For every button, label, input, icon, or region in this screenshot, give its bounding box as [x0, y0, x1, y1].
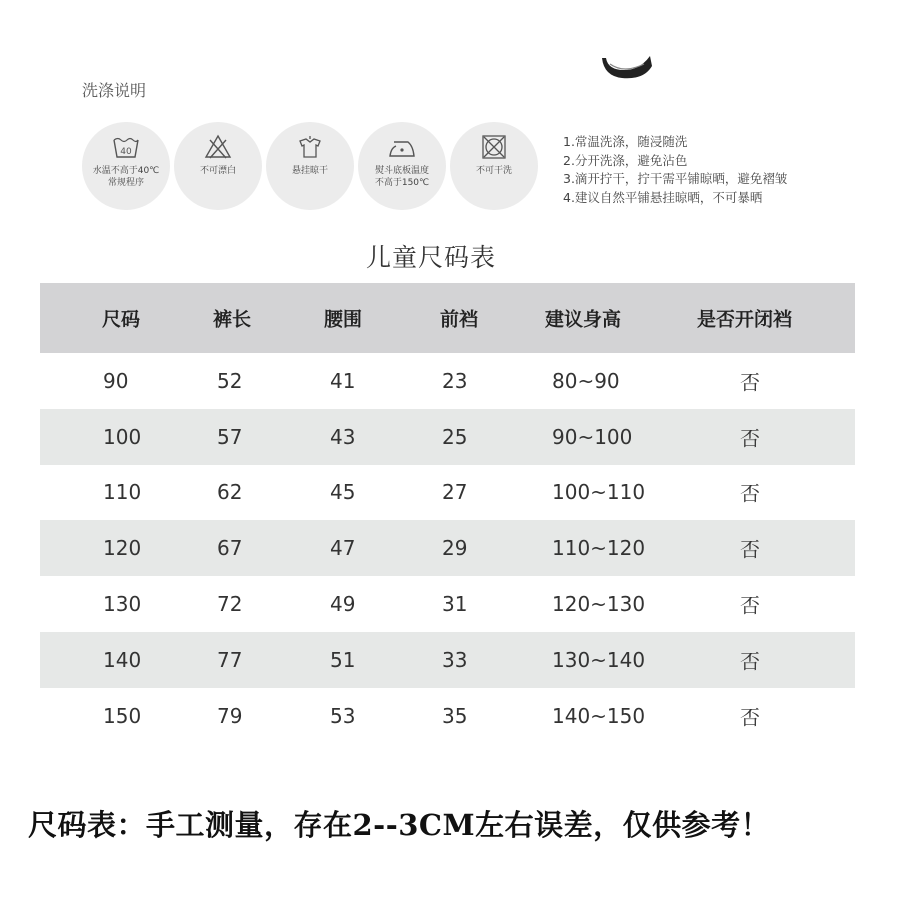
care-item-hang-dry-label: 悬挂晾干 — [291, 166, 328, 176]
table-row — [40, 409, 855, 465]
header-waist: 腰围 — [324, 308, 363, 331]
care-item-wash — [82, 122, 170, 210]
cell-size: 110 — [103, 480, 142, 505]
header-crotch-type: 是否开闭裆 — [697, 308, 793, 331]
header-length: 裤长 — [213, 308, 252, 331]
table-row — [40, 688, 855, 744]
cell-crotch-type: 否 — [740, 481, 760, 506]
iron-low-icon — [388, 134, 416, 160]
cell-waist: 53 — [330, 703, 356, 728]
measurement-disclaimer: 尺码表：手工测量，存在2--3CM左右误差，仅供参考！ — [28, 808, 771, 842]
cell-length: 67 — [217, 536, 243, 561]
table-row — [40, 353, 855, 409]
cell-crotch-type: 否 — [740, 705, 760, 730]
cell-height: 110~120 — [552, 536, 646, 561]
table-row — [40, 576, 855, 632]
cell-front-rise: 35 — [442, 703, 468, 728]
wash-temperature-badge: 40 — [120, 147, 132, 157]
care-item-wash-label-1: 水温不高于40℃ — [92, 166, 160, 176]
header-height: 建议身高 — [545, 308, 622, 331]
care-note: 3.滴开拧干，拧干需平铺晾晒，避免褶皱 — [563, 171, 788, 186]
care-note: 2.分开洗涤，避免沾色 — [563, 152, 688, 168]
cell-size: 100 — [103, 424, 142, 449]
cell-crotch-type: 否 — [740, 537, 760, 562]
cell-length: 72 — [217, 592, 243, 617]
care-notes-list — [563, 133, 787, 207]
hang-dry-icon — [296, 134, 324, 160]
cell-size: 130 — [103, 592, 142, 617]
table-row — [40, 520, 855, 576]
size-chart-table — [40, 283, 855, 744]
cell-height: 100~110 — [552, 480, 646, 505]
cell-size: 150 — [103, 703, 142, 728]
cell-waist: 47 — [330, 536, 356, 561]
size-chart-title: 儿童尺码表 — [365, 243, 496, 272]
care-item-hang-dry — [266, 122, 354, 210]
cell-crotch-type: 否 — [740, 370, 760, 395]
care-item-dry-clean-label: 不可干洗 — [475, 166, 512, 176]
size-table-header — [40, 283, 855, 353]
care-item-iron-label-2: 不高于150℃ — [374, 178, 430, 188]
cell-length: 77 — [217, 647, 243, 672]
cell-front-rise: 31 — [442, 592, 468, 617]
table-row — [40, 632, 855, 688]
cell-waist: 51 — [330, 647, 356, 672]
cell-length: 57 — [217, 424, 243, 449]
cell-waist: 45 — [330, 480, 356, 505]
wash-40-icon — [112, 134, 140, 160]
cell-size: 140 — [103, 647, 142, 672]
care-note: 4.建议自然平铺悬挂晾晒，不可暴晒 — [563, 189, 763, 205]
cell-front-rise: 33 — [442, 647, 468, 672]
header-front-rise: 前裆 — [440, 308, 479, 331]
cell-length: 62 — [217, 480, 243, 505]
cell-height: 140~150 — [552, 703, 646, 728]
header-size: 尺码 — [102, 308, 141, 331]
cell-size: 90 — [103, 368, 129, 393]
cell-crotch-type: 否 — [740, 649, 760, 674]
cell-waist: 43 — [330, 424, 356, 449]
cell-waist: 41 — [330, 368, 356, 393]
care-item-wash-label-2: 常规程序 — [107, 178, 144, 188]
cell-height: 120~130 — [552, 592, 646, 617]
cell-front-rise: 27 — [442, 480, 468, 505]
care-item-bleach-label: 不可漂白 — [199, 166, 236, 176]
cell-front-rise: 29 — [442, 536, 468, 561]
no-bleach-icon — [204, 134, 232, 160]
table-row — [40, 465, 855, 521]
cell-size: 120 — [103, 536, 142, 561]
cell-height: 90~100 — [552, 424, 633, 449]
cell-waist: 49 — [330, 592, 356, 617]
cell-front-rise: 25 — [442, 424, 468, 449]
no-tumble-dry-icon — [480, 134, 508, 160]
care-item-bleach — [174, 122, 262, 210]
cell-crotch-type: 否 — [740, 426, 760, 451]
care-item-iron-label-1: 熨斗底板温度 — [374, 166, 429, 176]
care-instructions-title: 洗涤说明 — [82, 81, 147, 100]
cell-height: 130~140 — [552, 647, 646, 672]
care-note: 1.常温洗涤，随浸随洗 — [563, 134, 688, 149]
care-item-iron — [358, 122, 446, 210]
cell-crotch-type: 否 — [740, 593, 760, 618]
cell-length: 52 — [217, 368, 243, 393]
cell-length: 79 — [217, 703, 243, 728]
product-edge-graphic — [600, 52, 654, 82]
cell-height: 80~90 — [552, 368, 620, 393]
cell-front-rise: 23 — [442, 368, 468, 393]
care-item-dry-clean — [450, 122, 538, 210]
